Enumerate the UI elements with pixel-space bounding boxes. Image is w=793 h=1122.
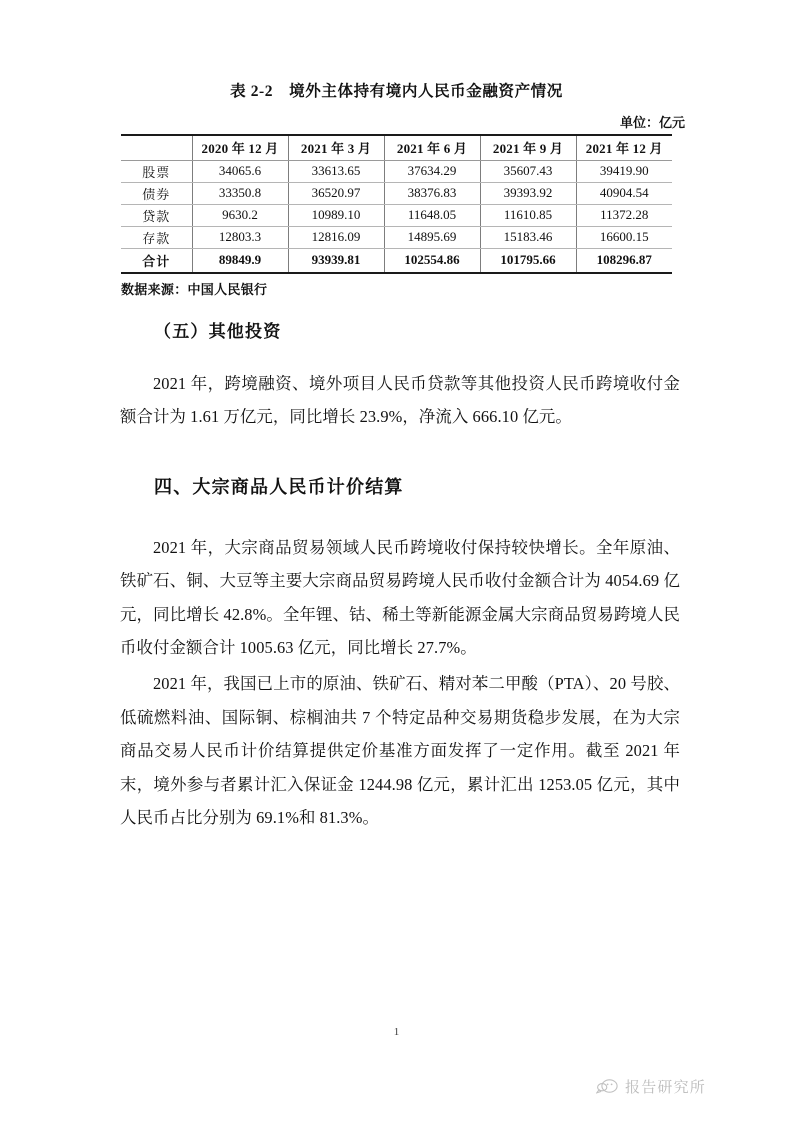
column-header: 2021 年 3 月 — [288, 135, 384, 161]
section-heading-commodity-settlement: 四、大宗商品人民币计价结算 — [154, 477, 404, 498]
table-cell: 39393.92 — [480, 182, 576, 204]
table-cell: 15183.46 — [480, 226, 576, 248]
table-cell: 11648.05 — [384, 204, 480, 226]
table-cell-total: 89849.9 — [192, 248, 288, 273]
table-block — [0, 82, 793, 298]
table-cell-total: 102554.86 — [384, 248, 480, 273]
table-source-note: 数据来源：中国人民银行 — [121, 281, 268, 297]
table-cell-total: 108296.87 — [576, 248, 672, 273]
table-cell-total: 93939.81 — [288, 248, 384, 273]
table-cell: 37634.29 — [384, 160, 480, 182]
paragraph-commodity-futures: 2021 年，我国已上市的原油、铁矿石、精对苯二甲酸（PTA）、20 号胶、低硫燃料油、国际铜、棕榈油共 7 个特定品种交易期货稳步发展，在为大宗商品交易人民币计价结算提供定价基准方面发挥了一定作用。截至 2021 年末，境外参与者累计汇入保证金 1244.98 亿元，累计汇出 1253.05 亿元，其中人民币占比分别为 69.1%和 81.3%。 — [120, 674, 680, 828]
table-cell: 39419.90 — [576, 160, 672, 182]
column-header: 2020 年 12 月 — [192, 135, 288, 161]
table-cell: 11610.85 — [480, 204, 576, 226]
table-row — [121, 160, 672, 182]
row-label: 股票 — [121, 160, 192, 182]
column-header: 2021 年 6 月 — [384, 135, 480, 161]
paragraph-commodity-volume: 2021 年，大宗商品贸易领域人民币跨境收付保持较快增长。全年原油、铁矿石、铜、大豆等主要大宗商品贸易跨境人民币收付金额合计为 4054.69 亿元，同比增长 42.8%。全年锂、钴、稀土等新能源金属大宗商品贸易跨境人民币收付金额合计 1005.63 亿元，同比增长 27.7%。 — [120, 537, 680, 658]
table-cell: 11372.28 — [576, 204, 672, 226]
table-corner-cell — [121, 135, 192, 161]
table-row — [121, 182, 672, 204]
table-cell-total: 101795.66 — [480, 248, 576, 273]
row-label-total: 合计 — [121, 248, 192, 273]
table-title-text: 境外主体持有境内人民币金融资产情况 — [289, 83, 563, 100]
financial-assets-table — [121, 134, 672, 274]
document-body — [120, 318, 680, 835]
page-number: 1 — [393, 1026, 400, 1038]
table-row — [121, 226, 672, 248]
speech-bubble-icon — [596, 1078, 618, 1095]
watermark — [596, 1076, 706, 1097]
table-unit-label: 单位：亿元 — [619, 114, 685, 130]
row-label: 贷款 — [121, 204, 192, 226]
table-cell: 12816.09 — [288, 226, 384, 248]
table-row — [121, 204, 672, 226]
table-cell: 36520.97 — [288, 182, 384, 204]
table-total-row — [121, 248, 672, 273]
table-cell: 38376.83 — [384, 182, 480, 204]
table-cell: 40904.54 — [576, 182, 672, 204]
table-cell: 9630.2 — [192, 204, 288, 226]
table-title — [0, 82, 793, 103]
column-header: 2021 年 12 月 — [576, 135, 672, 161]
paragraph-other-investment: 2021 年，跨境融资、境外项目人民币贷款等其他投资人民币跨境收付金额合计为 1.61 万亿元，同比增长 23.9%，净流入 666.10 亿元。 — [120, 373, 680, 427]
subsection-heading-other-investment: （五）其他投资 — [154, 322, 282, 341]
table-cell: 33350.8 — [192, 182, 288, 204]
table-cell: 12803.3 — [192, 226, 288, 248]
column-header: 2021 年 9 月 — [480, 135, 576, 161]
table-cell: 14895.69 — [384, 226, 480, 248]
table-cell: 34065.6 — [192, 160, 288, 182]
table-cell: 16600.15 — [576, 226, 672, 248]
row-label: 存款 — [121, 226, 192, 248]
table-cell: 33613.65 — [288, 160, 384, 182]
row-label: 债券 — [121, 182, 192, 204]
table-cell: 10989.10 — [288, 204, 384, 226]
table-title-number: 表 2-2 — [230, 83, 274, 100]
table-header-row — [121, 135, 672, 161]
table-cell: 35607.43 — [480, 160, 576, 182]
watermark-label: 报告研究所 — [625, 1079, 707, 1096]
